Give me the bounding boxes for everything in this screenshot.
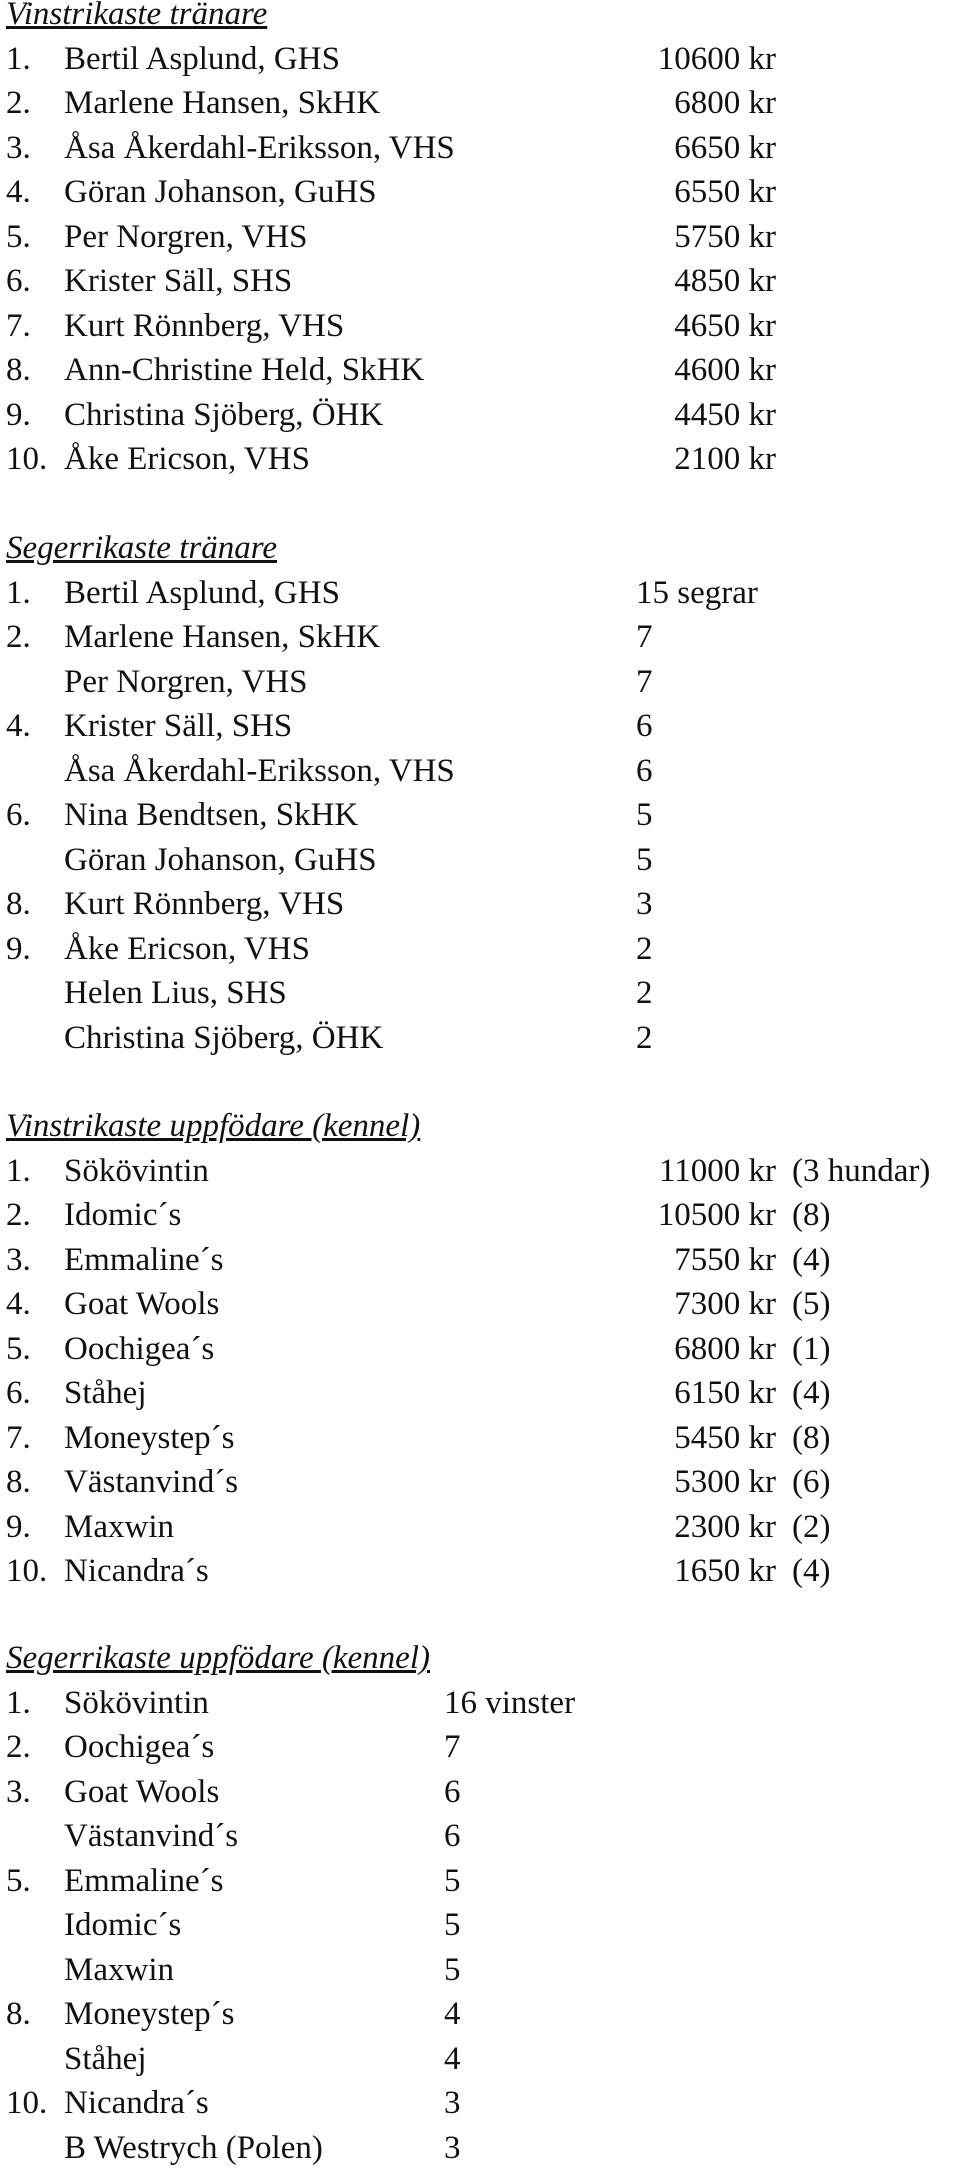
entry-value: 6: [636, 752, 653, 789]
dog-count: (5): [792, 1286, 831, 1322]
rank-number: 3.: [6, 1241, 31, 1278]
rank-number: 10.: [6, 2085, 48, 2121]
entry-value: 7: [636, 663, 653, 700]
breeder-wins-row: [0, 2126, 960, 2170]
dog-count: (4): [792, 1375, 831, 1411]
dog-count: (3 hundar): [792, 1152, 931, 1189]
entry-name: Goat Wools: [64, 1773, 220, 1810]
breeder-earnings-row: [0, 1149, 960, 1193]
breeder-earnings-row: [0, 1460, 960, 1504]
entry-name: Bertil Asplund, GHS: [64, 574, 340, 611]
trainer-wins-row: [0, 882, 960, 926]
entry-name: Nicandra´s: [64, 1553, 209, 1589]
breeder-earnings-row: [0, 1549, 960, 1593]
trainer-earnings-row: [0, 437, 960, 481]
entry-name: Krister Säll, SHS: [64, 263, 293, 299]
rank-number: 2.: [6, 1729, 31, 1765]
entry-value: 5750 kr: [674, 218, 776, 255]
rank-number: 9.: [6, 1508, 31, 1545]
rank-number: 6.: [6, 1375, 31, 1411]
trainer-earnings-row: [0, 259, 960, 303]
breeder-wins-heading: [0, 1636, 960, 1680]
rank-number: 3.: [6, 129, 31, 166]
entry-name: Ståhej: [64, 2040, 147, 2077]
rank-number: 6.: [6, 263, 31, 299]
breeder-wins-row: [0, 1725, 960, 1769]
rank-number: 7.: [6, 307, 31, 344]
section-title: Segerrikaste tränare: [6, 530, 277, 566]
entry-name: Kurt Rönnberg, VHS: [64, 886, 345, 922]
entry-name: Oochigea´s: [64, 1729, 215, 1765]
rank-number: 1.: [6, 1684, 31, 1721]
rank-number: 4.: [6, 708, 31, 744]
dog-count: (2): [792, 1508, 831, 1545]
entry-value: 5: [444, 1951, 461, 1988]
entry-value: 3: [636, 886, 653, 922]
section-title: Vinstrikaste uppfödare (kennel): [6, 1108, 421, 1144]
trainer-wins-row: [0, 615, 960, 659]
dog-count: (1): [792, 1330, 831, 1367]
entry-value: 6550 kr: [674, 174, 776, 210]
entry-value: 2: [636, 1019, 653, 1056]
trainer-wins-row: [0, 571, 960, 615]
rank-number: 10.: [6, 1553, 48, 1589]
rank-number: 4.: [6, 1286, 31, 1322]
entry-name: Sökövintin: [64, 1152, 209, 1189]
breeder-earnings-row: [0, 1193, 960, 1237]
rank-number: 8.: [6, 352, 31, 388]
entry-name: Västanvind´s: [64, 1818, 239, 1854]
rank-number: 6.: [6, 797, 31, 833]
rank-number: 10.: [6, 441, 48, 477]
entry-name: Moneystep´s: [64, 1996, 235, 2032]
entry-value: 4650 kr: [674, 307, 776, 344]
entry-value: 3: [444, 2129, 461, 2166]
entry-name: B Westrych (Polen): [64, 2129, 323, 2166]
entry-value: 5: [444, 1907, 461, 1943]
breeder-wins-row: [0, 1814, 960, 1858]
breeder-wins-row: [0, 2037, 960, 2081]
breeder-earnings-row: [0, 1416, 960, 1460]
entry-name: Marlene Hansen, SkHK: [64, 619, 381, 655]
entry-name: Per Norgren, VHS: [64, 663, 308, 700]
rank-number: 1.: [6, 574, 31, 611]
entry-name: Maxwin: [64, 1508, 174, 1545]
trainer-wins-row: [0, 927, 960, 971]
entry-name: Sökövintin: [64, 1684, 209, 1721]
rank-number: 5.: [6, 218, 31, 255]
entry-value: 5450 kr: [674, 1419, 776, 1456]
trainer-earnings-row: [0, 126, 960, 170]
breeder-wins-row: [0, 1859, 960, 1903]
entry-value: 4600 kr: [674, 352, 776, 388]
trainer-wins-row: [0, 793, 960, 837]
entry-name: Helen Lius, SHS: [64, 975, 287, 1011]
entry-value: 15 segrar: [636, 574, 758, 611]
breeder-wins-row: [0, 1992, 960, 2036]
rank-number: 7.: [6, 1419, 31, 1456]
entry-value: 6: [444, 1773, 461, 1810]
entry-value: 6650 kr: [674, 129, 776, 166]
entry-value: 5: [636, 841, 653, 878]
entry-value: 6150 kr: [674, 1375, 776, 1411]
rank-number: 5.: [6, 1862, 31, 1899]
entry-value: 7550 kr: [674, 1241, 776, 1278]
entry-name: Idomic´s: [64, 1197, 182, 1233]
breeder-earnings-heading: [0, 1104, 960, 1148]
trainer-earnings-row: [0, 304, 960, 348]
rank-number: 1.: [6, 1152, 31, 1189]
trainer-wins-row: [0, 838, 960, 882]
rank-number: 9.: [6, 396, 31, 433]
entry-name: Krister Säll, SHS: [64, 708, 293, 744]
entry-value: 2: [636, 930, 653, 967]
entry-value: 4450 kr: [674, 396, 776, 433]
entry-name: Åsa Åkerdahl-Eriksson, VHS: [64, 129, 455, 166]
section-title: Segerrikaste uppfödare (kennel): [6, 1640, 430, 1676]
entry-name: Göran Johanson, GuHS: [64, 841, 377, 878]
entry-name: Bertil Asplund, GHS: [64, 40, 340, 77]
entry-name: Emmaline´s: [64, 1862, 224, 1899]
entry-value: 7: [636, 619, 653, 655]
trainer-wins-row: [0, 749, 960, 793]
entry-name: Nicandra´s: [64, 2085, 209, 2121]
entry-name: Åke Ericson, VHS: [64, 930, 310, 967]
breeder-earnings-row: [0, 1371, 960, 1415]
entry-name: Ann-Christine Held, SkHK: [64, 352, 425, 388]
dog-count: (6): [792, 1464, 831, 1500]
trainer-earnings-row: [0, 37, 960, 81]
breeder-wins-row: [0, 1770, 960, 1814]
dog-count: (8): [792, 1197, 831, 1233]
entry-value: 2: [636, 975, 653, 1011]
breeder-earnings-row: [0, 1238, 960, 1282]
section-title: Vinstrikaste tränare: [6, 0, 268, 32]
entry-value: 5: [444, 1862, 461, 1899]
breeder-wins-row: [0, 1903, 960, 1947]
entry-value: 6800 kr: [674, 85, 776, 121]
entry-value: 1650 kr: [674, 1553, 776, 1589]
entry-value: 16 vinster: [444, 1684, 576, 1721]
rank-number: 8.: [6, 1464, 31, 1500]
trainer-earnings-row: [0, 348, 960, 392]
entry-value: 7300 kr: [674, 1286, 776, 1322]
dog-count: (8): [792, 1419, 831, 1456]
entry-name: Västanvind´s: [64, 1464, 239, 1500]
entry-name: Per Norgren, VHS: [64, 218, 308, 255]
rank-number: 2.: [6, 1197, 31, 1233]
rank-number: 2.: [6, 85, 31, 121]
entry-name: Ståhej: [64, 1375, 147, 1411]
breeder-wins-row: [0, 2081, 960, 2125]
entry-name: Göran Johanson, GuHS: [64, 174, 377, 210]
entry-name: Maxwin: [64, 1951, 174, 1988]
entry-value: 6: [444, 1818, 461, 1854]
entry-value: 6800 kr: [674, 1330, 776, 1367]
rank-number: 8.: [6, 1996, 31, 2032]
entry-value: 5: [636, 797, 653, 833]
entry-value: 2300 kr: [674, 1508, 776, 1545]
rank-number: 3.: [6, 1773, 31, 1810]
trainer-earnings-heading: [0, 0, 960, 36]
rank-number: 9.: [6, 930, 31, 967]
rank-number: 4.: [6, 174, 31, 210]
trainer-wins-row: [0, 660, 960, 704]
trainer-wins-heading: [0, 526, 960, 570]
entry-name: Åsa Åkerdahl-Eriksson, VHS: [64, 752, 455, 789]
trainer-wins-row: [0, 971, 960, 1015]
entry-name: Idomic´s: [64, 1907, 182, 1943]
entry-name: Christina Sjöberg, ÖHK: [64, 396, 384, 433]
trainer-earnings-row: [0, 215, 960, 259]
breeder-wins-row: [0, 1681, 960, 1725]
entry-value: 2100 kr: [674, 441, 776, 477]
rank-number: 5.: [6, 1330, 31, 1367]
entry-value: 5300 kr: [674, 1464, 776, 1500]
entry-value: 6: [636, 708, 653, 744]
trainer-wins-row: [0, 704, 960, 748]
entry-name: Emmaline´s: [64, 1241, 224, 1278]
entry-value: 3: [444, 2085, 461, 2121]
breeder-earnings-row: [0, 1282, 960, 1326]
dog-count: (4): [792, 1241, 831, 1278]
trainer-earnings-row: [0, 170, 960, 214]
rank-number: 8.: [6, 886, 31, 922]
trainer-wins-row: [0, 1016, 960, 1060]
entry-value: 11000 kr: [658, 1152, 776, 1189]
entry-value: 4850 kr: [674, 263, 776, 299]
entry-value: 10500 kr: [657, 1197, 776, 1233]
trainer-earnings-row: [0, 393, 960, 437]
rank-number: 2.: [6, 619, 31, 655]
entry-name: Goat Wools: [64, 1286, 220, 1322]
rank-number: 1.: [6, 40, 31, 77]
breeder-earnings-row: [0, 1505, 960, 1549]
entry-value: 7: [444, 1729, 461, 1765]
entry-value: 4: [444, 2040, 461, 2077]
trainer-earnings-row: [0, 81, 960, 125]
dog-count: (4): [792, 1553, 831, 1589]
entry-name: Åke Ericson, VHS: [64, 441, 310, 477]
entry-name: Nina Bendtsen, SkHK: [64, 797, 359, 833]
entry-name: Marlene Hansen, SkHK: [64, 85, 381, 121]
entry-name: Oochigea´s: [64, 1330, 215, 1367]
breeder-earnings-row: [0, 1327, 960, 1371]
breeder-wins-row: [0, 1948, 960, 1992]
entry-name: Kurt Rönnberg, VHS: [64, 307, 345, 344]
entry-name: Moneystep´s: [64, 1419, 235, 1456]
entry-value: 4: [444, 1996, 461, 2032]
entry-value: 10600 kr: [657, 40, 776, 77]
entry-name: Christina Sjöberg, ÖHK: [64, 1019, 384, 1056]
